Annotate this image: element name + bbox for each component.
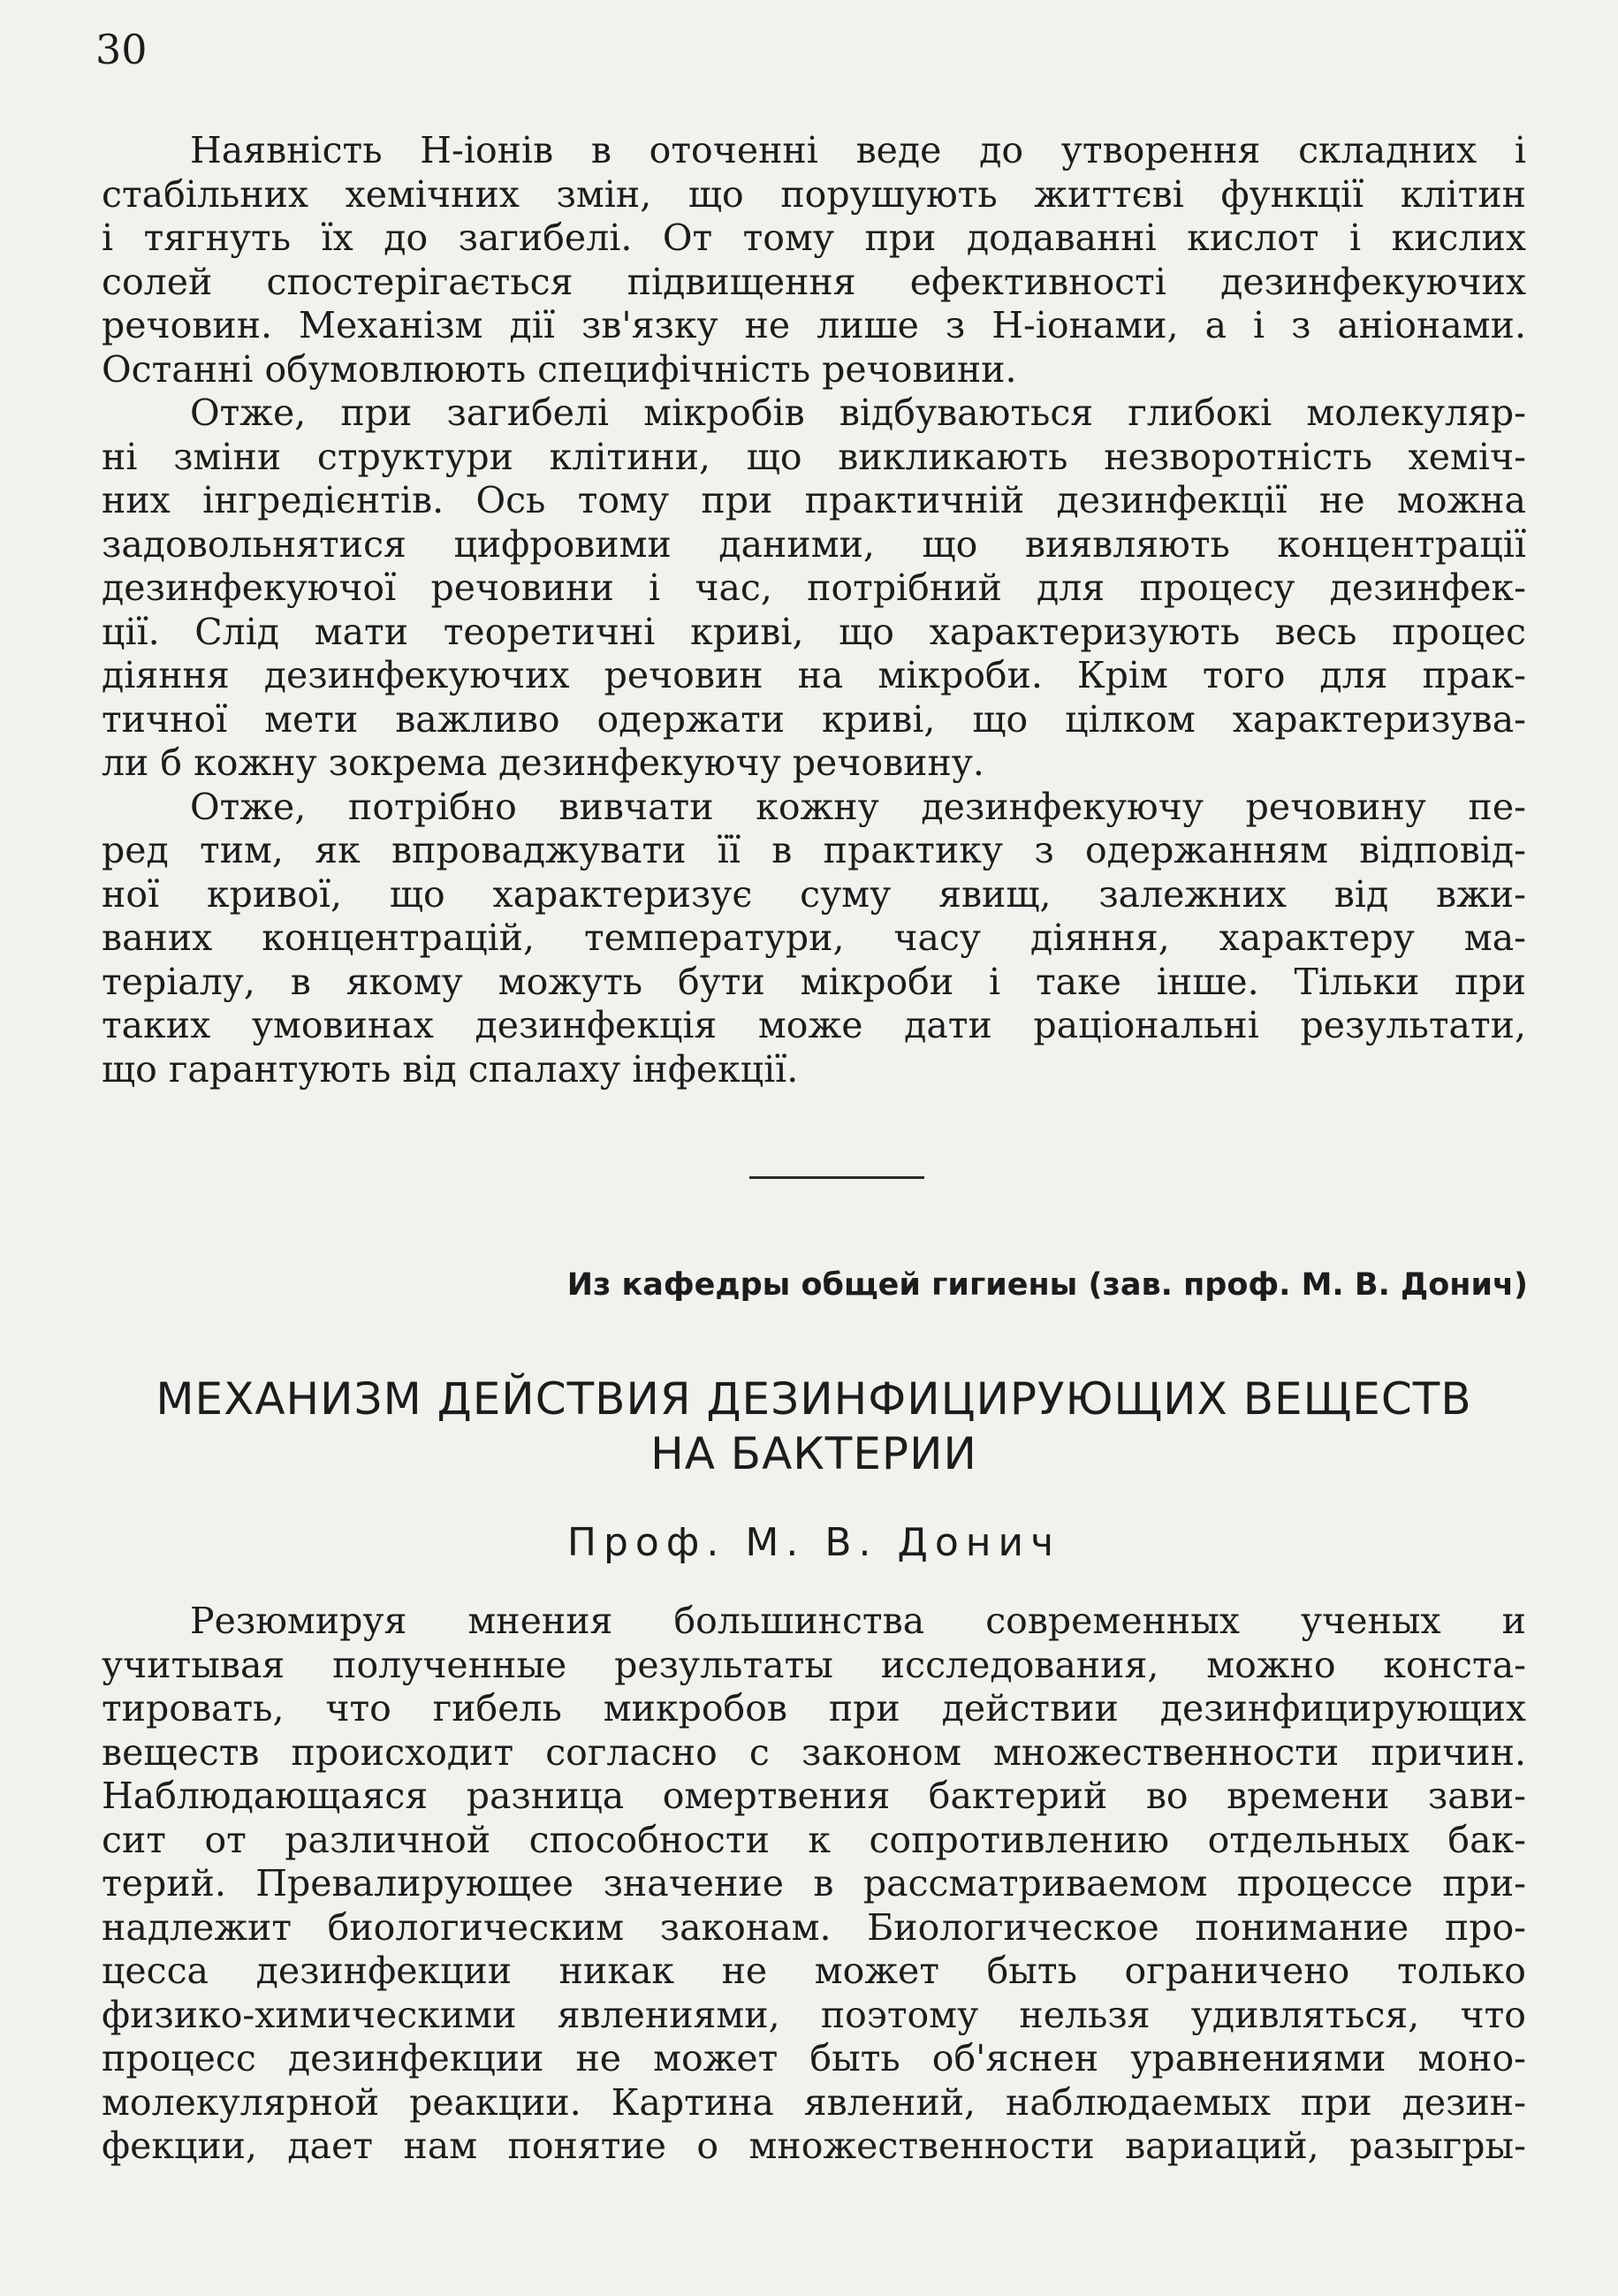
text-line: ні зміни структури клітини, що викликають незворотність хеміч- bbox=[102, 435, 1526, 478]
paragraph bbox=[102, 786, 1526, 1092]
text-line: цесса дезинфекции никак не может быть ограничено только bbox=[102, 1950, 1526, 1992]
page-number: 30 bbox=[95, 26, 148, 73]
text-line: тичної мети важливо одержати криві, що цілком характеризува- bbox=[102, 697, 1526, 741]
text-line: Наблюдающаяся разница омертвения бактерий во времени зави- bbox=[102, 1775, 1526, 1817]
ukrainian-section bbox=[102, 129, 1526, 1091]
text-line: процесс дезинфекции не может быть об'яснен уравнениями моно- bbox=[102, 2037, 1526, 2079]
text-line: сит от различной способности к сопротивлению отдельных бак- bbox=[102, 1818, 1526, 1861]
text-line: діяння дезинфекуючих речовин на мікроби. Крім того для прак- bbox=[102, 654, 1526, 696]
text-line: дезинфекуючої речовини і час, потрібний для процесу дезинфек- bbox=[102, 566, 1526, 609]
text-line: що гарантують від спалаху інфекції. bbox=[102, 1047, 799, 1091]
text-line: учитывая полученные результаты исследования, можно конста- bbox=[102, 1643, 1526, 1686]
text-line: них інгредієнтів. Ось тому при практичній дезинфекції не можна bbox=[102, 479, 1526, 521]
text-line: Отже, потрібно вивчати кожну дезинфекуючу речовину пе- bbox=[190, 785, 1526, 828]
russian-section bbox=[102, 1600, 1526, 2169]
text-line: ної кривої, що характеризує суму явищ, залежних від вжи- bbox=[102, 872, 1526, 916]
text-line: задовольнятися цифровими даними, що виявляють концентрації bbox=[102, 522, 1526, 566]
title-line: НА БАКТЕРИИ bbox=[650, 1428, 977, 1479]
text-line: ваних концентрацій, температури, часу діяння, характеру ма- bbox=[102, 916, 1526, 959]
paragraph bbox=[102, 129, 1526, 392]
paragraph bbox=[102, 1600, 1526, 2169]
text-line: речовин. Механізм дії зв'язку не лише з Н-іонами, а і з аніонами. bbox=[102, 304, 1526, 346]
text-line: физико-химическими явлениями, поэтому нельзя удивляться, что bbox=[102, 1993, 1526, 2036]
text-line: молекулярной реакции. Картина явлений, наблюдаемых при дезин- bbox=[102, 2080, 1526, 2124]
text-line: веществ происходит согласно с законом множественности причин. bbox=[102, 1730, 1526, 1774]
text-line: теріалу, в якому можуть бути мікроби і таке інше. Тільки при bbox=[102, 960, 1526, 1003]
text-line: і тягнуть їх до загибелі. От тому при додаванні кислот і кислих bbox=[102, 217, 1526, 259]
paragraph bbox=[102, 392, 1526, 786]
article-author: Проф. М. В. Донич bbox=[566, 1520, 1061, 1565]
article-title bbox=[102, 1372, 1526, 1481]
text-line: солей спостерігається підвищення ефективності дезинфекуючих bbox=[102, 260, 1526, 303]
text-line: ред тим, як впроваджувати її в практику з одержанням відповід- bbox=[102, 829, 1526, 871]
text-line: Отже, при загибелі мікробів відбуваються глибокі молекуляр- bbox=[190, 392, 1526, 434]
text-line: фекции, дает нам понятие о множественности вариаций, разыгры- bbox=[102, 2125, 1526, 2167]
text-line: Резюмируя мнения большинства современных ученых и bbox=[190, 1600, 1526, 1642]
text-line: стабільних хемічних змін, що порушують життєві функції клітин bbox=[102, 172, 1526, 216]
text-line: тировать, что гибель микробов при действии дезинфицирующих bbox=[102, 1687, 1526, 1730]
affiliation: Из кафедры общей гигиены (зав. проф. М. В. Донич) bbox=[566, 1267, 1528, 1303]
text-line: Наявність Н-іонів в оточенні веде до утворення складних і bbox=[190, 129, 1526, 171]
text-line: Останні обумовлюють специфічність речовини. bbox=[102, 347, 1017, 391]
section-divider bbox=[749, 1176, 924, 1179]
text-line: надлежит биологическим законам. Биологическое понимание про- bbox=[102, 1905, 1526, 1949]
text-line: терий. Превалирующее значение в рассматриваемом процессе при- bbox=[102, 1862, 1526, 1904]
text-line: ли б кожну зокрема дезинфекуючу речовину. bbox=[102, 741, 984, 784]
title-line: МЕХАНИЗМ ДЕЙСТВИЯ ДЕЗИНФИЦИРУЮЩИХ ВЕЩЕСТВ bbox=[156, 1373, 1472, 1425]
text-line: таких умовинах дезинфекція може дати раціональні результати, bbox=[102, 1004, 1526, 1046]
text-line: ції. Слід мати теоретичні криві, що характеризують весь процес bbox=[102, 610, 1526, 653]
